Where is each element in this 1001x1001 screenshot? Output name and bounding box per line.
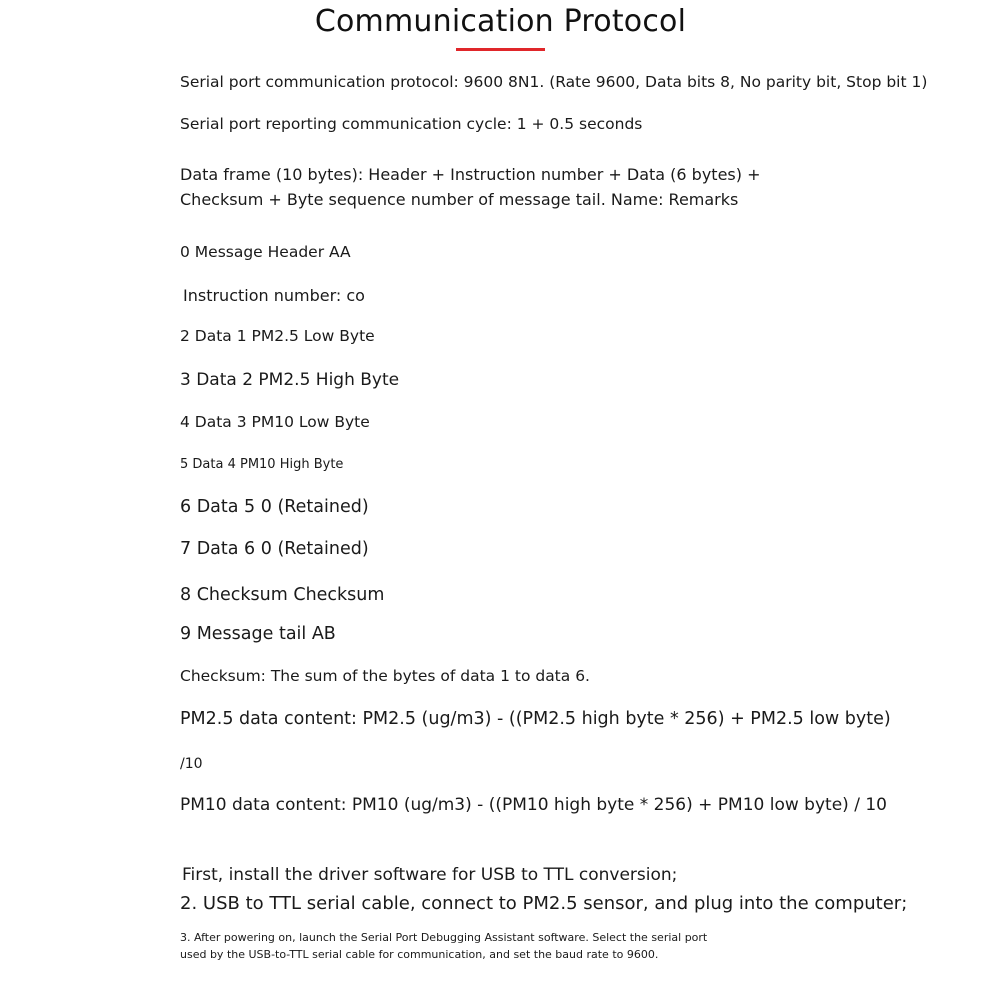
- step-3-text-line2: used by the USB-to-TTL serial cable for communication, and set the baud rate to 9600.: [180, 948, 659, 961]
- step-3-text-line1: 3. After powering on, launch the Serial Port Debugging Assistant software. Select the serial port: [180, 931, 708, 944]
- frame-byte-4: 4 Data 3 PM10 Low Byte: [180, 413, 370, 431]
- frame-byte-6: 6 Data 5 0 (Retained): [180, 497, 369, 517]
- data-frame-text-line1: Data frame (10 bytes): Header + Instruction number + Data (6 bytes) +: [180, 165, 761, 184]
- frame-byte-1: Instruction number: co: [183, 286, 365, 305]
- serial-protocol-text: Serial port communication protocol: 9600 8N1. (Rate 9600, Data bits 8, No parity bit, Stop bit 1): [180, 73, 928, 91]
- pm25-formula-line2: /10: [180, 756, 203, 772]
- frame-byte-3: 3 Data 2 PM2.5 High Byte: [180, 370, 400, 390]
- page-title: Communication Protocol: [314, 4, 687, 39]
- frame-byte-8: 8 Checksum Checksum: [180, 585, 385, 605]
- frame-byte-7: 7 Data 6 0 (Retained): [180, 539, 369, 559]
- frame-byte-0: 0 Message Header AA: [180, 243, 351, 261]
- frame-byte-9: 9 Message tail AB: [180, 624, 336, 644]
- step-2-text: 2. USB to TTL serial cable, connect to PM2.5 sensor, and plug into the computer;: [180, 893, 908, 914]
- frame-byte-2: 2 Data 1 PM2.5 Low Byte: [180, 327, 375, 345]
- pm25-formula-line1: PM2.5 data content: PM2.5 (ug/m3) - ((PM2.5 high byte * 256) + PM2.5 low byte): [180, 709, 891, 729]
- data-frame-text-line2: Checksum + Byte sequence number of message tail. Name: Remarks: [180, 190, 739, 209]
- frame-byte-5: 5 Data 4 PM10 High Byte: [180, 457, 344, 472]
- pm10-formula: PM10 data content: PM10 (ug/m3) - ((PM10 high byte * 256) + PM10 low byte) / 10: [180, 795, 887, 815]
- checksum-text: Checksum: The sum of the bytes of data 1 to data 6.: [180, 667, 590, 685]
- title-underline: [456, 48, 545, 51]
- step-1-text: First, install the driver software for USB to TTL conversion;: [182, 865, 678, 885]
- reporting-cycle-text: Serial port reporting communication cycle: 1 + 0.5 seconds: [180, 115, 643, 133]
